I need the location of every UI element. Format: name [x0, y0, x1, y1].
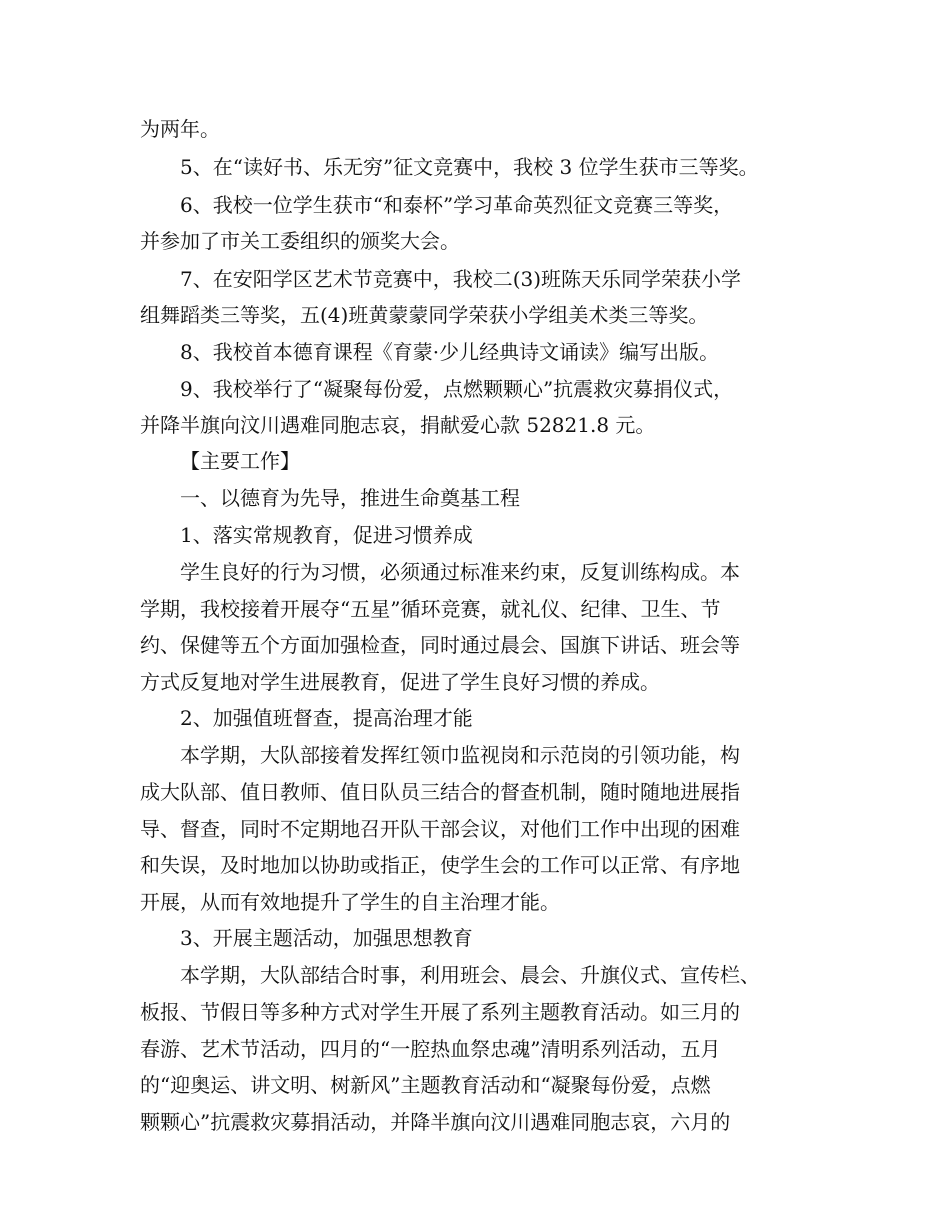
section-heading: 一、以德育为先导，推进生命奠基工程: [180, 486, 520, 510]
text-line: 约、保健等五个方面加强检查，同时通过晨会、国旗下讲话、班会等: [140, 633, 740, 657]
text-line: 板报、节假日等多种方式对学生开展了系列主题教育活动。如三月的: [140, 1000, 740, 1024]
text-line: 颗颗心”抗震救灾募捐活动，并降半旗向汶川遇难同胞志哀，六月的: [140, 1110, 731, 1134]
text-line: 9、我校举行了“凝聚每份爱，点燃颗颗心”抗震救灾募捐仪式，: [180, 377, 734, 401]
text-line: 方式反复地对学生进展教育，促进了学生良好习惯的养成。: [140, 670, 660, 694]
text-line: 学生良好的行为习惯，必须通过标准来约束，反复训练构成。本: [180, 560, 740, 584]
subsection-heading: 3、开展主题活动，加强思想教育: [180, 926, 473, 950]
text-line: 5、在“读好书、乐无穷”征文竞赛中，我校 3 位学生获市三等奖。: [180, 155, 759, 179]
text-line: 学期，我校接着开展夺“五星”循环竞赛，就礼仪、纪律、卫生、节: [140, 597, 721, 621]
text-line: 开展，从而有效地提升了学生的自主治理才能。: [140, 890, 560, 914]
text-line: 和失误，及时地加以协助或指正，使学生会的工作可以正常、有序地: [140, 853, 740, 877]
text-line: 组舞蹈类三等奖，五(4)班黄蒙蒙同学荣获小学组美术类三等奖。: [140, 303, 709, 327]
text-line: 的“迎奥运、讲文明、树新风”主题教育活动和“凝聚每份爱，点燃: [140, 1073, 711, 1097]
section-heading: 【主要工作】: [180, 449, 300, 473]
text-line: 并参加了市关工委组织的颁奖大会。: [140, 229, 460, 253]
text-line: 8、我校首本德育课程《育蒙·少儿经典诗文诵读》编写出版。: [180, 340, 720, 364]
text-line: 导、督查，同时不定期地召开队干部会议，对他们工作中出现的困难: [140, 817, 740, 841]
text-line: 为两年。: [140, 117, 220, 141]
subsection-heading: 2、加强值班督查，提高治理才能: [180, 706, 473, 730]
subsection-heading: 1、落实常规教育，促进习惯养成: [180, 523, 473, 547]
text-line: 本学期，大队部结合时事，利用班会、晨会、升旗仪式、宣传栏、: [180, 963, 760, 987]
text-line: 并降半旗向汶川遇难同胞志哀，捐献爱心款 52821.8 元。: [140, 413, 656, 437]
text-line: 本学期，大队部接着发挥红领巾监视岗和示范岗的引领功能，构: [180, 743, 740, 767]
text-line: 6、我校一位学生获市“和泰杯”学习革命英烈征文竞赛三等奖，: [180, 193, 734, 217]
text-line: 7、在安阳学区艺术节竞赛中，我校二(3)班陈天乐同学荣获小学: [180, 267, 742, 291]
text-line: 春游、艺术节活动，四月的“一腔热血祭忠魂”清明系列活动，五月: [140, 1037, 721, 1061]
text-line: 成大队部、值日教师、值日队员三结合的督查机制，随时随地进展指: [140, 780, 740, 804]
